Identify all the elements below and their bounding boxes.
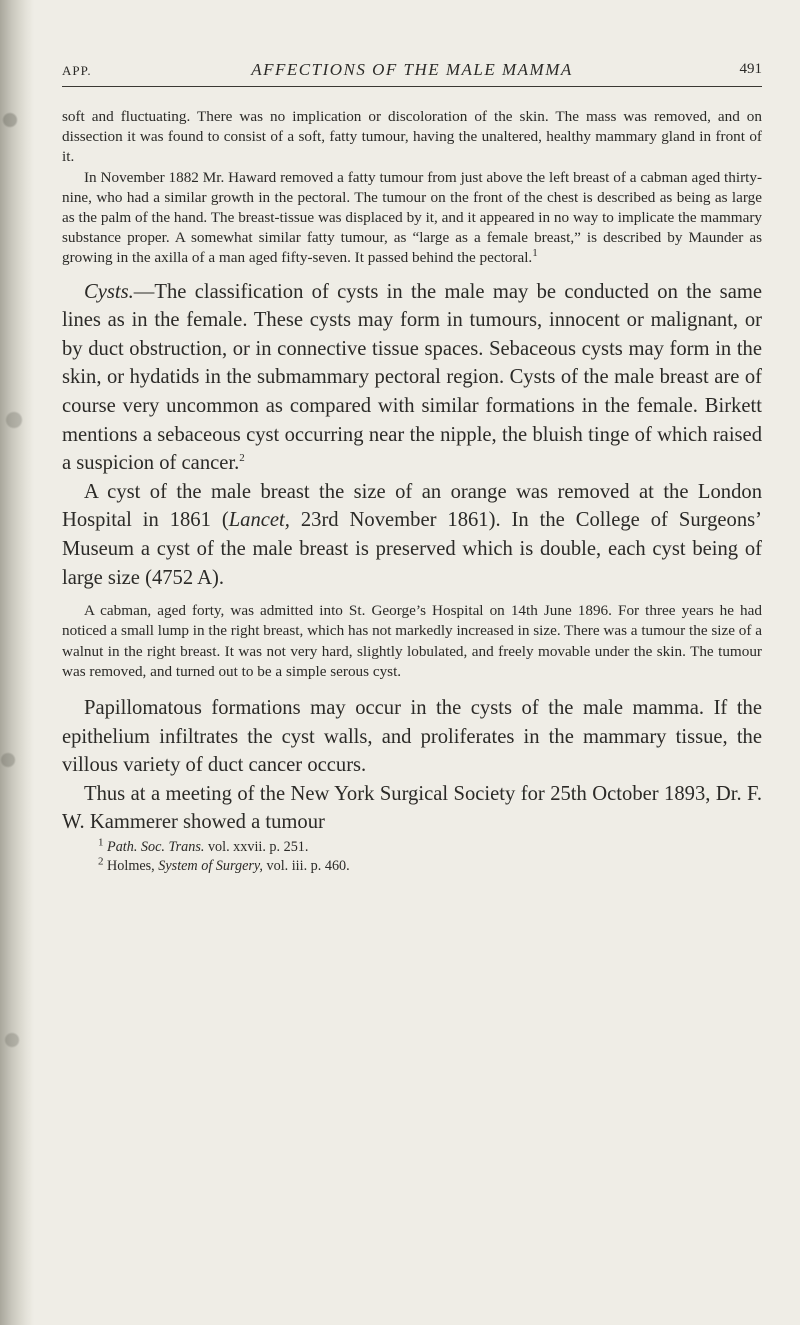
- paragraph-cabman-case: A cabman, aged forty, was admitted into St. George’s Hospital on 14th June 1896. For three years he had noticed a small lump in the right breast, which has not markedly increased in size. There was a tumour the size of a walnut in the right breast. It was not very hard, slightly lobulated, and freely movable under the skin. The tumour was removed, and turned out to be a simple serous cyst.: [62, 602, 762, 680]
- footnote-1: $^1$ Path. Soc. Trans. vol. xxvii. p. 251.: [98, 836, 309, 855]
- paragraph-continued: soft and fluctuating. There was no implication or discoloration of the skin. The mass was removed, and on dissection it was found to consist of a soft, fatty tumour, having the unaltered, healthy mammary gland in front of it.: [62, 108, 762, 166]
- paragraph-papillomatous: Papillomatous formations may occur in the cysts of the male mamma. If the epithelium infiltrates the cyst walls, and proliferates in the mammary tissue, the villous variety of duct cancer occurs.: [62, 696, 762, 777]
- page-stains: [0, 0, 34, 1325]
- footnote-2: $^2$ Holmes, System of Surgery, vol. iii. p. 460.: [98, 855, 350, 874]
- book-page: [62, 60, 762, 876]
- paragraph-kammerer: Thus at a meeting of the New York Surgical Society for 25th October 1893, Dr. F. W. Kammerer showed a tumour: [62, 782, 762, 834]
- section-heading-cysts: Cysts.: [84, 280, 134, 303]
- paragraph-orange-cyst: A cyst of the male breast the size of an orange was removed at the London Hospital in 1861 (Lancet, 23rd November 1861). In the College of Surgeons’ Museum a cyst of the male breast is preserved which is double, each cyst being of large size (4752 A).: [62, 480, 763, 589]
- running-head-title: AFFECTIONS OF THE MALE MAMMA: [251, 60, 573, 79]
- footnote-ref-2: 2: [239, 452, 245, 465]
- running-head-section: APP.: [62, 63, 92, 78]
- running-head: [62, 60, 762, 87]
- paragraph-haward-case: In November 1882 Mr. Haward removed a fatty tumour from just above the left breast of a cabman aged thirty-nine, who had a similar growth in the pectoral. The tumour on the front of the chest is described as being as large as the palm of the hand. The breast-tissue was displaced by it, and it appeared in no way to implicate the mammary substance proper. A somewhat similar fatty tumour, as “large as a female breast,” is described by Maunder as growing in the axilla of a man aged fifty-seven. It passed behind the pectoral.$^1$: [62, 168, 762, 267]
- footnote-ref-1: 1: [532, 247, 538, 260]
- page-number: 491: [739, 61, 762, 77]
- paragraph-cysts: Cysts.—The classification of cysts in the male may be conducted on the same lines as in the female. These cysts may form in tumours, innocent or malignant, or by duct obstruction, or in connective tissue spaces. Sebaceous cysts may form in the skin, or hydatids in the submammary pectoral region. Cysts of the male breast are of course very uncommon as compared with similar formations in the female. Birkett mentions a sebaceous cyst occurring near the nipple, the bluish tinge of which raised a suspicion of cancer.$^2$: [62, 280, 762, 475]
- footnotes: [62, 838, 762, 876]
